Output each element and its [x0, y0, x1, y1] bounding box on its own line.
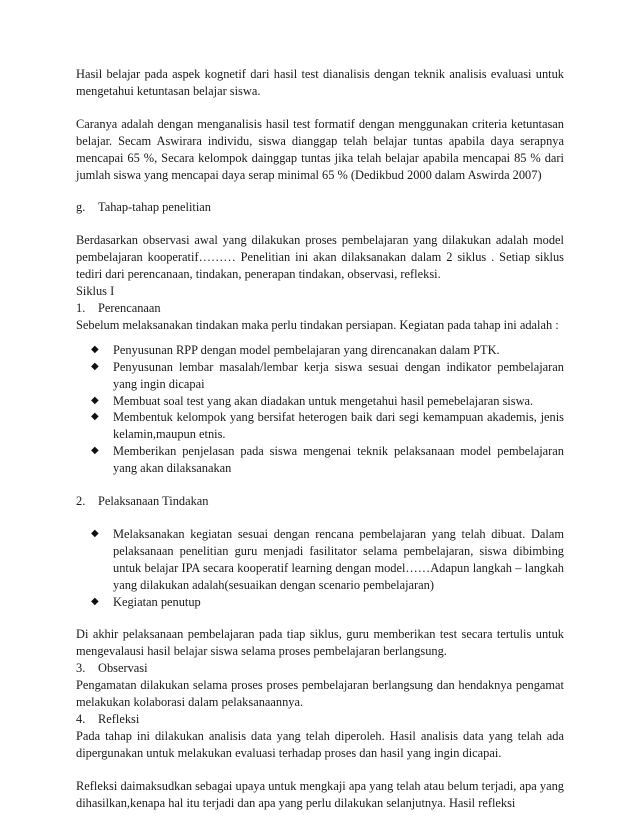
section-number: 2. [76, 494, 86, 509]
section-number: 1. [76, 300, 86, 315]
section-number: 4. [76, 712, 86, 726]
spacer [76, 762, 564, 778]
list-item-text: Penyusunan lembar masalah/lembar kerja siswa sesuai dengan indikator pembelajaran yang ingin dicapai [113, 359, 564, 391]
spacer [76, 100, 564, 116]
spacer [76, 183, 564, 199]
list-item [91, 359, 564, 393]
diamond-bullet-icon: ◆ [91, 595, 99, 607]
spacer [76, 510, 564, 526]
diamond-bullet-icon: ◆ [91, 343, 99, 355]
tindakan-list [76, 526, 564, 611]
heading-tahap-penelitian [76, 199, 564, 216]
paragraph-pengamatan: Pengamatan dilakukan selama proses proses pembelajaran berlangsung dan hendaknya pengamat melakukan kolaborasi dalam pelaksanaannya. [76, 678, 564, 710]
heading-text: Tahap-tahap penelitian [98, 200, 212, 215]
section-title: Pelaksanaan Tindakan [98, 494, 209, 509]
paragraph-hasil-belajar: Hasil belajar pada aspek kognetif dari hasil test dianalisis dengan teknik analisis evaluasi untuk mengetahui ketuntasan belajar siswa. [76, 67, 564, 98]
section-perencanaan [76, 300, 564, 317]
diamond-bullet-icon: ◆ [91, 527, 99, 539]
paragraph-caranya: Caranya adalah dengan menganalisis hasil test formatif dengan menggunakan criteria ketuntasan belajar. Secam Aswirara individu, siswa dianggap telah belajar tuntas apabila daya serapnya mencapai 65 %, Secara kelompok dainggap tuntas jika telah belajar apabila mencapai 85 % dari jumlah siswa yang mencapai daya serap minimal 65 % (Dedikbud 2000 dalam Aswirda 2007) [76, 116, 564, 182]
spacer [76, 477, 564, 493]
spacer [76, 216, 564, 232]
list-item [91, 393, 564, 410]
paragraph-sebelum: Sebelum melaksanakan tindakan maka perlu tindakan persiapan. Kegiatan pada tahap ini adalah : [76, 317, 559, 332]
list-item [91, 526, 564, 594]
diamond-bullet-icon: ◆ [91, 360, 99, 372]
paragraph-refleksi: Refleksi daimaksudkan sebagai upaya untuk mengkaji apa yang telah atau belum terjadi, apa yang dihasilkan,kenapa hal itu terjadi dan apa yang perlu dilakukan selanjutnya. Hasil refleksi [76, 778, 564, 810]
perencanaan-list [76, 342, 564, 477]
diamond-bullet-icon: ◆ [91, 445, 99, 457]
list-item [91, 594, 564, 611]
list-item-text: Melaksanakan kegiatan sesuai dengan rencana pembelajaran yang telah dibuat. Dalam pelaksanaan penelitian guru menjadi fasilitator selama pembelajaran, siswa dibimbing untuk belajar IPA secara kooperatif learning dengan model……Adapun langkah – langkah yang dilakukan adalah(sesuaikan dengan scenario pembelajaran) [113, 526, 564, 592]
paragraph-di-akhir: Di akhir pelaksanaan pembelajaran pada tiap siklus, guru memberikan test secara tertulis untuk mengevalausi hasil belajar siswa selama proses pembelajaran berlangsung. [76, 627, 564, 659]
section-title: Perencanaan [98, 300, 161, 315]
siklus-label: Siklus I [76, 284, 115, 299]
list-item [91, 409, 564, 443]
section-refleksi [76, 711, 564, 728]
list-item-text: Membentuk kelompok yang bersifat heterogen baik dari segi kemampuan akademis, jenis kelamin,maupun etnis. [113, 410, 564, 442]
document-page [76, 66, 564, 812]
paragraph-berdasarkan: Berdasarkan observasi awal yang dilakukan proses pembelajaran yang dilakukan adalah model pembelajaran kooperatif……… Penelitian ini akan dilaksanakan dalam 2 siklus . Setiap siklus tediri dari perencanaan, tindakan, penerapan tindakan, observasi, refleksi. [76, 233, 564, 282]
section-title: Refleksi [98, 712, 140, 726]
diamond-bullet-icon: ◆ [91, 394, 99, 406]
section-number: 3. [76, 661, 86, 676]
list-item-text: Memberikan penjelasan pada siswa mengenai teknik pelaksanaan model pembelajaran yang akan dilaksanakan [113, 444, 564, 476]
section-pelaksanaan [76, 493, 564, 510]
section-observasi [76, 660, 564, 677]
list-item [91, 443, 564, 477]
heading-number: g. [76, 200, 86, 215]
list-item-text: Penyusunan RPP dengan model pembelajaran yang direncanakan dalam PTK. [113, 342, 500, 357]
diamond-bullet-icon: ◆ [91, 411, 99, 423]
list-item-text: Membuat soal test yang akan diadakan untuk mengetahui hasil pemebelajaran siswa. [113, 393, 534, 408]
spacer [76, 334, 564, 342]
list-item-text: Kegiatan penutup [113, 594, 201, 609]
paragraph-pada-tahap: Pada tahap ini dilakukan analisis data yang telah diperoleh. Hasil analisis data yang telah ada dipergunakan untuk melakukan evaluasi terhadap proses dan hasil yang ingin dicapai. [76, 728, 564, 760]
list-item [91, 342, 564, 359]
spacer [76, 610, 564, 626]
section-title: Observasi [98, 661, 148, 676]
